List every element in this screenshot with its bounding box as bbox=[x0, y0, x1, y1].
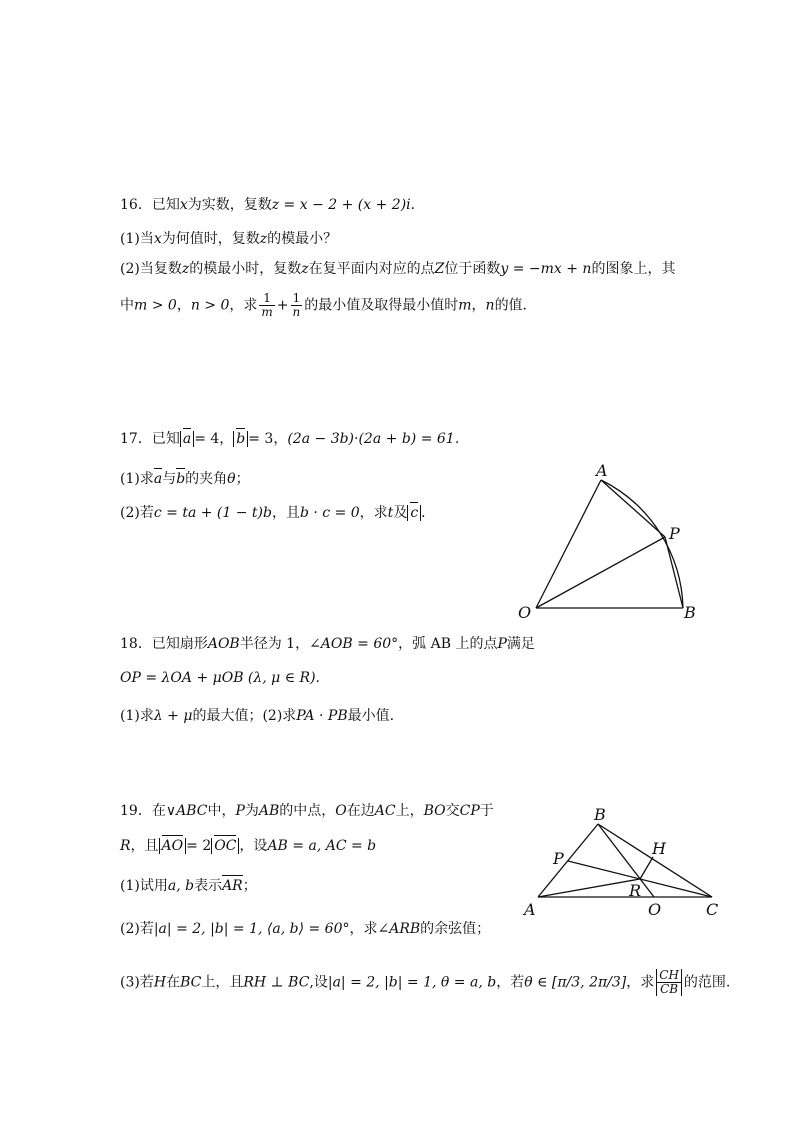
segment-AP bbox=[601, 480, 665, 537]
label-P: P bbox=[669, 524, 680, 543]
q16-part2: (2)当复数z的模最小时，复数z在复平面内对应的点Z位于函数y = −mx + n的图象上，其 bbox=[120, 261, 676, 277]
label-A: A bbox=[524, 900, 536, 919]
q17-expression: (2a − 3b)·(2a + b) = 61． bbox=[287, 431, 469, 447]
segment-RH bbox=[640, 857, 653, 879]
q18-stem: 18．已知扇形AOB半径为 1，∠AOB = 60°，弧 AB 上的点P满足 bbox=[120, 636, 535, 652]
triangle-figure bbox=[515, 800, 730, 925]
label-R: R bbox=[629, 881, 642, 900]
segment-BC bbox=[598, 824, 712, 897]
q17-part1: (1)求a与b的夹角θ； bbox=[120, 471, 250, 487]
label-C: C bbox=[706, 900, 719, 919]
q16-formula: z = x − 2 + (x + 2)i bbox=[271, 197, 411, 213]
label-B: B bbox=[594, 805, 606, 824]
q18-condition bbox=[120, 668, 320, 688]
segment-OP bbox=[536, 537, 665, 608]
q16-part1: (1)当x为何值时，复数z的模最小？ bbox=[120, 231, 338, 247]
ratio-CH-over-CB: $\frac{CH}{CB}$ bbox=[656, 969, 682, 996]
label-O: O bbox=[518, 603, 532, 622]
fraction-1-over-n: $\frac{1}{n}$ bbox=[292, 291, 301, 319]
segment-AB bbox=[538, 824, 598, 897]
arc-AB bbox=[601, 480, 683, 608]
q16-part2-cont: 中m > 0，n > 0，求 $\frac{1}{m}$ + $\frac{1}{n}$ 的最小值及取得最小值时m，n的值． bbox=[120, 291, 537, 319]
q19-part1: (1)试用a, b表示AR； bbox=[120, 878, 257, 894]
fraction-1-over-m: $\frac{1}{m}$ bbox=[261, 291, 273, 319]
label-O: O bbox=[648, 900, 662, 919]
segment-OA bbox=[536, 480, 601, 608]
q16-stem: 16．已知x为实数，复数z = x − 2 + (x + 2)i． bbox=[120, 197, 425, 213]
q18-parts: (1)求λ + μ的最大值；(2)求PA · PB最小值. bbox=[120, 708, 395, 724]
label-P: P bbox=[553, 849, 564, 868]
q19-part2: (2)若|a| = 2, |b| = 1, ⟨a, b⟩ = 60°，求∠ARB的余弦值； bbox=[120, 921, 491, 937]
label-B: B bbox=[684, 603, 696, 622]
label-A: A bbox=[596, 461, 608, 480]
segment-BO bbox=[598, 824, 654, 897]
q19-stem-cont: R，且 AO = 2 OC ，设AB = a, AC = b bbox=[120, 838, 377, 854]
label-H: H bbox=[652, 839, 666, 858]
sector-figure bbox=[510, 460, 700, 625]
q19-stem: 19．在∨ABC中，P为AB的中点，O在边AC上，BO交CP于 bbox=[120, 803, 494, 819]
q18-op-expression: OP = λOA + μOB (λ, μ ∈ R). bbox=[120, 670, 320, 686]
q17-stem: 17．已知 a = 4， b = 3，(2a − 3b)·(2a + b) = 61． bbox=[120, 431, 469, 447]
q19-part3: (3)若H在BC上，且RH ⊥ BC,设|a| = 2, |b| = 1, θ = a, b，若θ ∈ [π/3, 2π/3]，求 $\frac{CH}{CB}$ 的范围. bbox=[120, 968, 731, 996]
segment-AR bbox=[538, 879, 640, 897]
q17-part2: (2)若c = ta + (1 − t)b，且b · c = 0，求t及 c ． bbox=[120, 505, 436, 521]
